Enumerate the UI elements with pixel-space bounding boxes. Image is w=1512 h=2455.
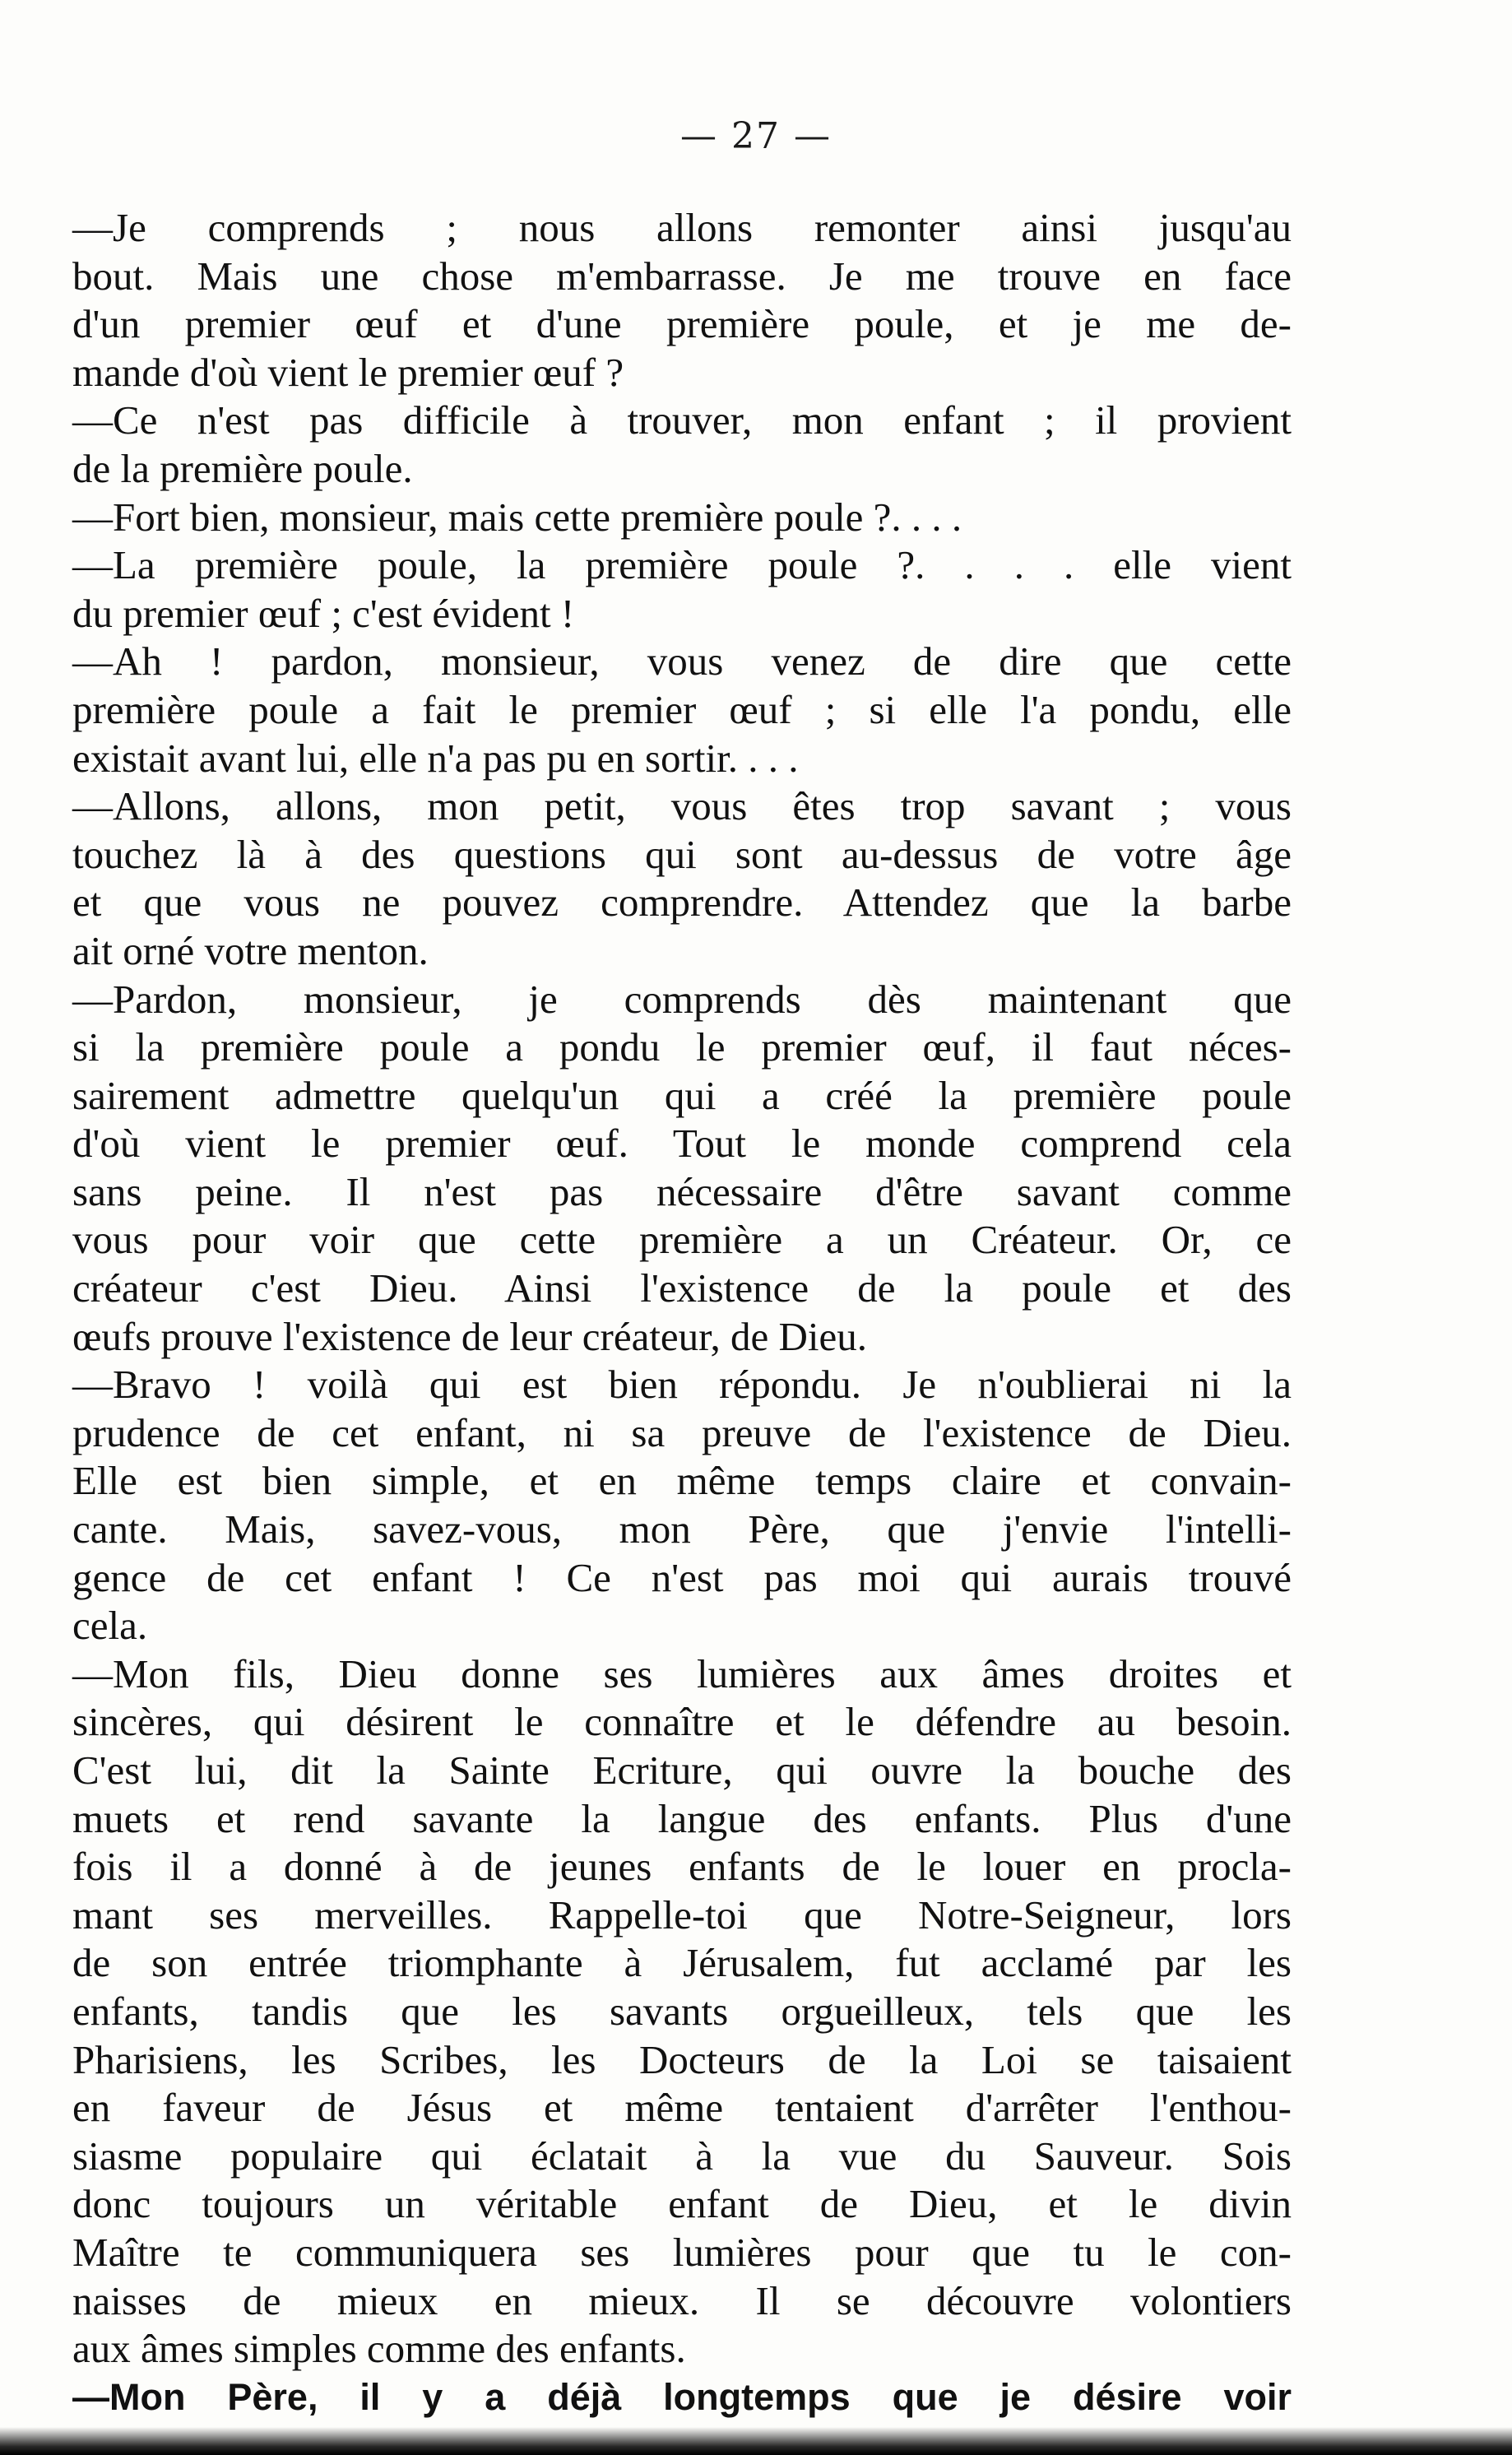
text-line: de la première poule. — [72, 445, 413, 491]
text-line: sairement admettre quelqu'un qui a créé la première poule — [72, 1072, 1292, 1118]
text-line: —Fort bien, monsieur, mais cette première poule ?. . . . — [72, 494, 962, 540]
body-text — [72, 204, 1292, 2421]
text-line: touchez là à des questions qui sont au-dessus de votre âge — [72, 831, 1292, 877]
page-number: — 27 — — [680, 115, 832, 157]
page-bottom-shadow — [0, 2427, 1512, 2455]
text-line: —Ce n'est pas difficile à trouver, mon enfant ; il provient — [72, 397, 1292, 443]
text-line: fois il a donné à de jeunes enfants de le louer en procla- — [72, 1844, 1292, 1890]
text-line: œufs prouve l'existence de leur créateur, de Dieu. — [72, 1313, 868, 1359]
text-line: d'un premier œuf et d'une première poule, et je me de- — [72, 301, 1292, 347]
text-line: existait avant lui, elle n'a pas pu en sortir. . . . — [72, 735, 799, 781]
text-line: naisses de mieux en mieux. Il se découvre volontiers — [72, 2277, 1292, 2323]
text-line: sincères, qui désirent le connaître et le défendre au besoin. — [72, 1699, 1292, 1745]
text-line: première poule a fait le premier œuf ; si elle l'a pondu, elle — [72, 686, 1292, 732]
text-line: —Pardon, monsieur, je comprends dès maintenant que — [72, 976, 1292, 1022]
text-line: mande d'où vient le premier œuf ? — [72, 349, 624, 395]
text-line: —Allons, allons, mon petit, vous êtes trop savant ; vous — [72, 783, 1292, 829]
text-line: mant ses merveilles. Rappelle-toi que Notre-Seigneur, lors — [72, 1891, 1292, 1938]
text-line: —Ah ! pardon, monsieur, vous venez de dire que cette — [72, 638, 1292, 685]
text-line: —Mon Père, il y a déjà longtemps que je désire voir — [72, 2375, 1292, 2418]
text-line: Elle est bien simple, et en même temps claire et convain- — [72, 1458, 1292, 1504]
text-line: C'est lui, dit la Sainte Ecriture, qui ouvre la bouche des — [72, 1747, 1292, 1793]
text-line: bout. Mais une chose m'embarrasse. Je me trouve en face — [72, 253, 1292, 299]
text-line: siasme populaire qui éclatait à la vue du Sauveur. Sois — [72, 2132, 1292, 2179]
text-line: —Je comprends ; nous allons remonter ainsi jusqu'au — [72, 205, 1292, 250]
text-line: en faveur de Jésus et même tentaient d'arrêter l'enthou- — [72, 2085, 1292, 2131]
text-line: ait orné votre menton. — [72, 927, 429, 973]
text-line: vous pour voir que cette première a un Créateur. Or, ce — [72, 1217, 1292, 1263]
text-line: prudence de cet enfant, ni sa preuve de l'existence de Dieu. — [72, 1409, 1292, 1455]
text-line: —Mon fils, Dieu donne ses lumières aux âmes droites et — [72, 1650, 1292, 1696]
text-line: —La première poule, la première poule ?. . . . elle vient — [72, 542, 1292, 588]
text-line: muets et rend savante la langue des enfants. Plus d'une — [72, 1795, 1292, 1841]
text-line: aux âmes simples comme des enfants. — [72, 2326, 686, 2372]
text-line: donc toujours un véritable enfant de Dieu, et le divin — [72, 2181, 1292, 2227]
text-line: cela. — [72, 1603, 148, 1649]
text-line: Pharisiens, les Scribes, les Docteurs de la Loi se taisaient — [72, 2036, 1292, 2082]
text-line: sans peine. Il n'est pas nécessaire d'être savant comme — [72, 1168, 1292, 1214]
text-line: Maître te communiquera ses lumières pour que tu le con- — [72, 2229, 1292, 2275]
text-line: enfants, tandis que les savants orgueilleux, tels que les — [72, 1988, 1292, 2034]
text-line: gence de cet enfant ! Ce n'est pas moi qui aurais trouvé — [72, 1554, 1292, 1600]
text-line: de son entrée triomphante à Jérusalem, fut acclamé par les — [72, 1940, 1292, 1986]
text-line: si la première poule a pondu le premier œuf, il faut néces- — [72, 1024, 1292, 1070]
text-line: d'où vient le premier œuf. Tout le monde comprend cela — [72, 1121, 1292, 1167]
text-line: —Bravo ! voilà qui est bien répondu. Je n'oublierai ni la — [72, 1362, 1292, 1408]
text-line: cante. Mais, savez-vous, mon Père, que j'envie l'intelli- — [72, 1506, 1292, 1552]
text-line: du premier œuf ; c'est évident ! — [72, 590, 575, 636]
text-line: et que vous ne pouvez comprendre. Attendez que la barbe — [72, 879, 1292, 926]
text-line: créateur c'est Dieu. Ainsi l'existence de la poule et des — [72, 1265, 1292, 1311]
